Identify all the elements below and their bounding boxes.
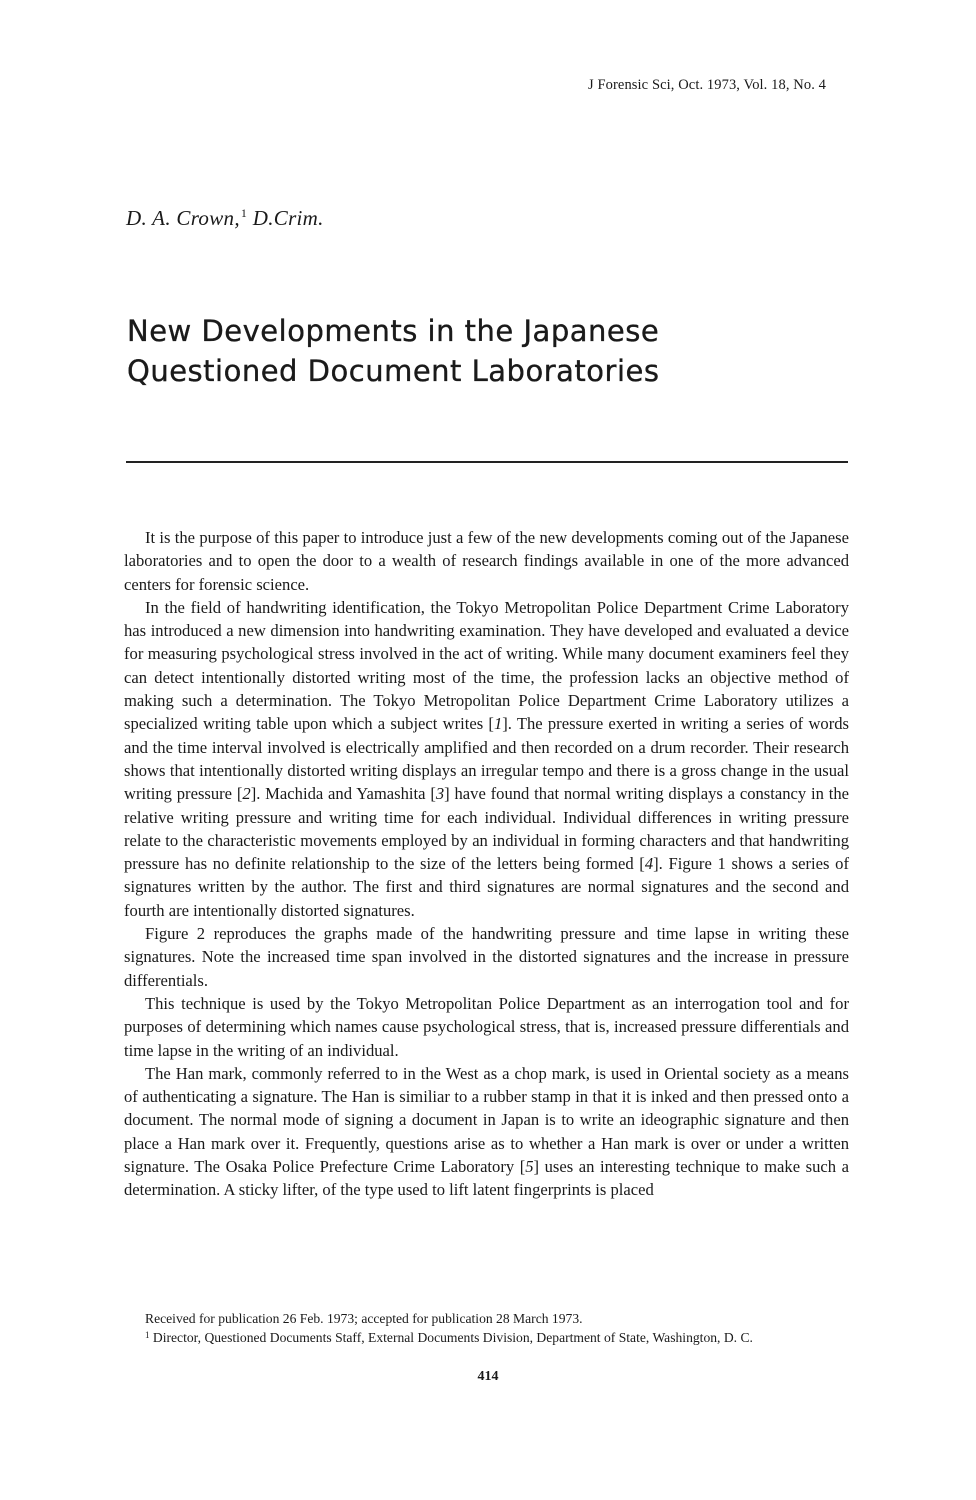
paragraph-2-text: ]. The pressure exerted in writing a series of words and the time interval involved is electrically amplified and then recorded on a drum recorder. Their research shows that intentionally distorted writing displays an irregular tempo and there is a gross change in the usual writing pressure [ [124, 714, 850, 804]
title-line-1: New Developments in the Japanese [127, 314, 660, 348]
reference-5: 5 [525, 1157, 534, 1177]
paragraph-5-text: The Han mark, commonly referred to in the West as a chop mark, is used in Oriental society as a means of authenticating a signature. The Han is similiar to a rubber stamp in that it is inked and then pressed onto a document. The normal mode of signing a document in Japan is to write an ideographic signature and then place a Han mark over it. Frequently, questions arise as to whether a Han mark is over or under a written signature. The Osaka Police Prefecture Crime Laboratory [ [124, 1063, 849, 1177]
article-title [127, 311, 847, 391]
footnotes [124, 1311, 849, 1346]
author-line [126, 206, 324, 231]
reference-1: 1 [493, 714, 503, 734]
paragraph-2 [124, 596, 849, 922]
title-line-2: Questioned Document Laboratories [127, 354, 660, 388]
title-rule [126, 461, 848, 463]
author-footnote-marker: 1 [240, 206, 248, 220]
paragraph-2-text: ]. Figure 1 shows a series of signatures written by the author. The first and third signatures are normal signatures and the second and fourth are intentionally distorted signatures. [124, 854, 849, 920]
paragraph-1: It is the purpose of this paper to introduce just a few of the new developments coming out of the Japanese laboratories and to open the door to a wealth of research findings available in one of the more advanced centers for forensic science. [124, 528, 849, 594]
paragraph-3: Figure 2 reproduces the graphs made of the handwriting pressure and time lapse in writing these signatures. Note the increased time span involved in the distorted signatures and the increase in pressure differentials. [124, 924, 849, 990]
footnote-1-marker: 1 [145, 1330, 150, 1340]
footnote-1-text: Director, Questioned Documents Staff, External Documents Division, Department of State, Washington, D. C. [149, 1330, 753, 1345]
paragraph-2-text: ] have found that normal writing displays a constancy in the relative writing pressure and writing time for each individual. Individual differences in writing pressure relate to the characteristic movements employed by an individual in forming characters and that handwriting pressure has no definite relationship to the size of the letters being formed [ [124, 784, 849, 874]
article-body [124, 526, 849, 1202]
paragraph-5-text: ] uses an interesting technique to make such a determination. A sticky lifter, of the type used to lift latent fingerprints is placed [124, 1157, 849, 1200]
reference-3: 3 [435, 784, 445, 804]
running-head: J Forensic Sci, Oct. 1973, Vol. 18, No. 4 [588, 77, 826, 93]
reference-2: 2 [242, 784, 251, 804]
paragraph-4: This technique is used by the Tokyo Metropolitan Police Department as an interrogation tool and for purposes of determining which names cause psychological stress, that is, increased pressure differentials and time lapse in the writing of an individual. [124, 993, 849, 1060]
author-name: D. A. Crown, [126, 206, 240, 230]
footnote-1 [124, 1327, 849, 1346]
paragraph-2-text: In the field of handwriting identification, the Tokyo Metropolitan Police Department Crime Laboratory has introduced a new dimension into handwriting examination. They have developed and evaluated a device for measuring psychological stress involved in the act of writing. While many document examiners feel they can detect intentionally distorted writing most of the time, the profession lacks an objective method of making such a determination. The Tokyo Metropolitan Police Department Crime Laboratory utilizes a specialized writing table upon which a subject writes [ [124, 597, 849, 734]
page-number: 414 [477, 1369, 499, 1384]
reference-4: 4 [644, 854, 654, 874]
paragraph-2-text: ]. Machida and Yamashita [ [250, 784, 436, 804]
paragraph-5 [124, 1062, 849, 1202]
author-degree: D.Crim. [252, 206, 324, 230]
received-note: Received for publication 26 Feb. 1973; accepted for publication 28 March 1973. [145, 1311, 583, 1326]
